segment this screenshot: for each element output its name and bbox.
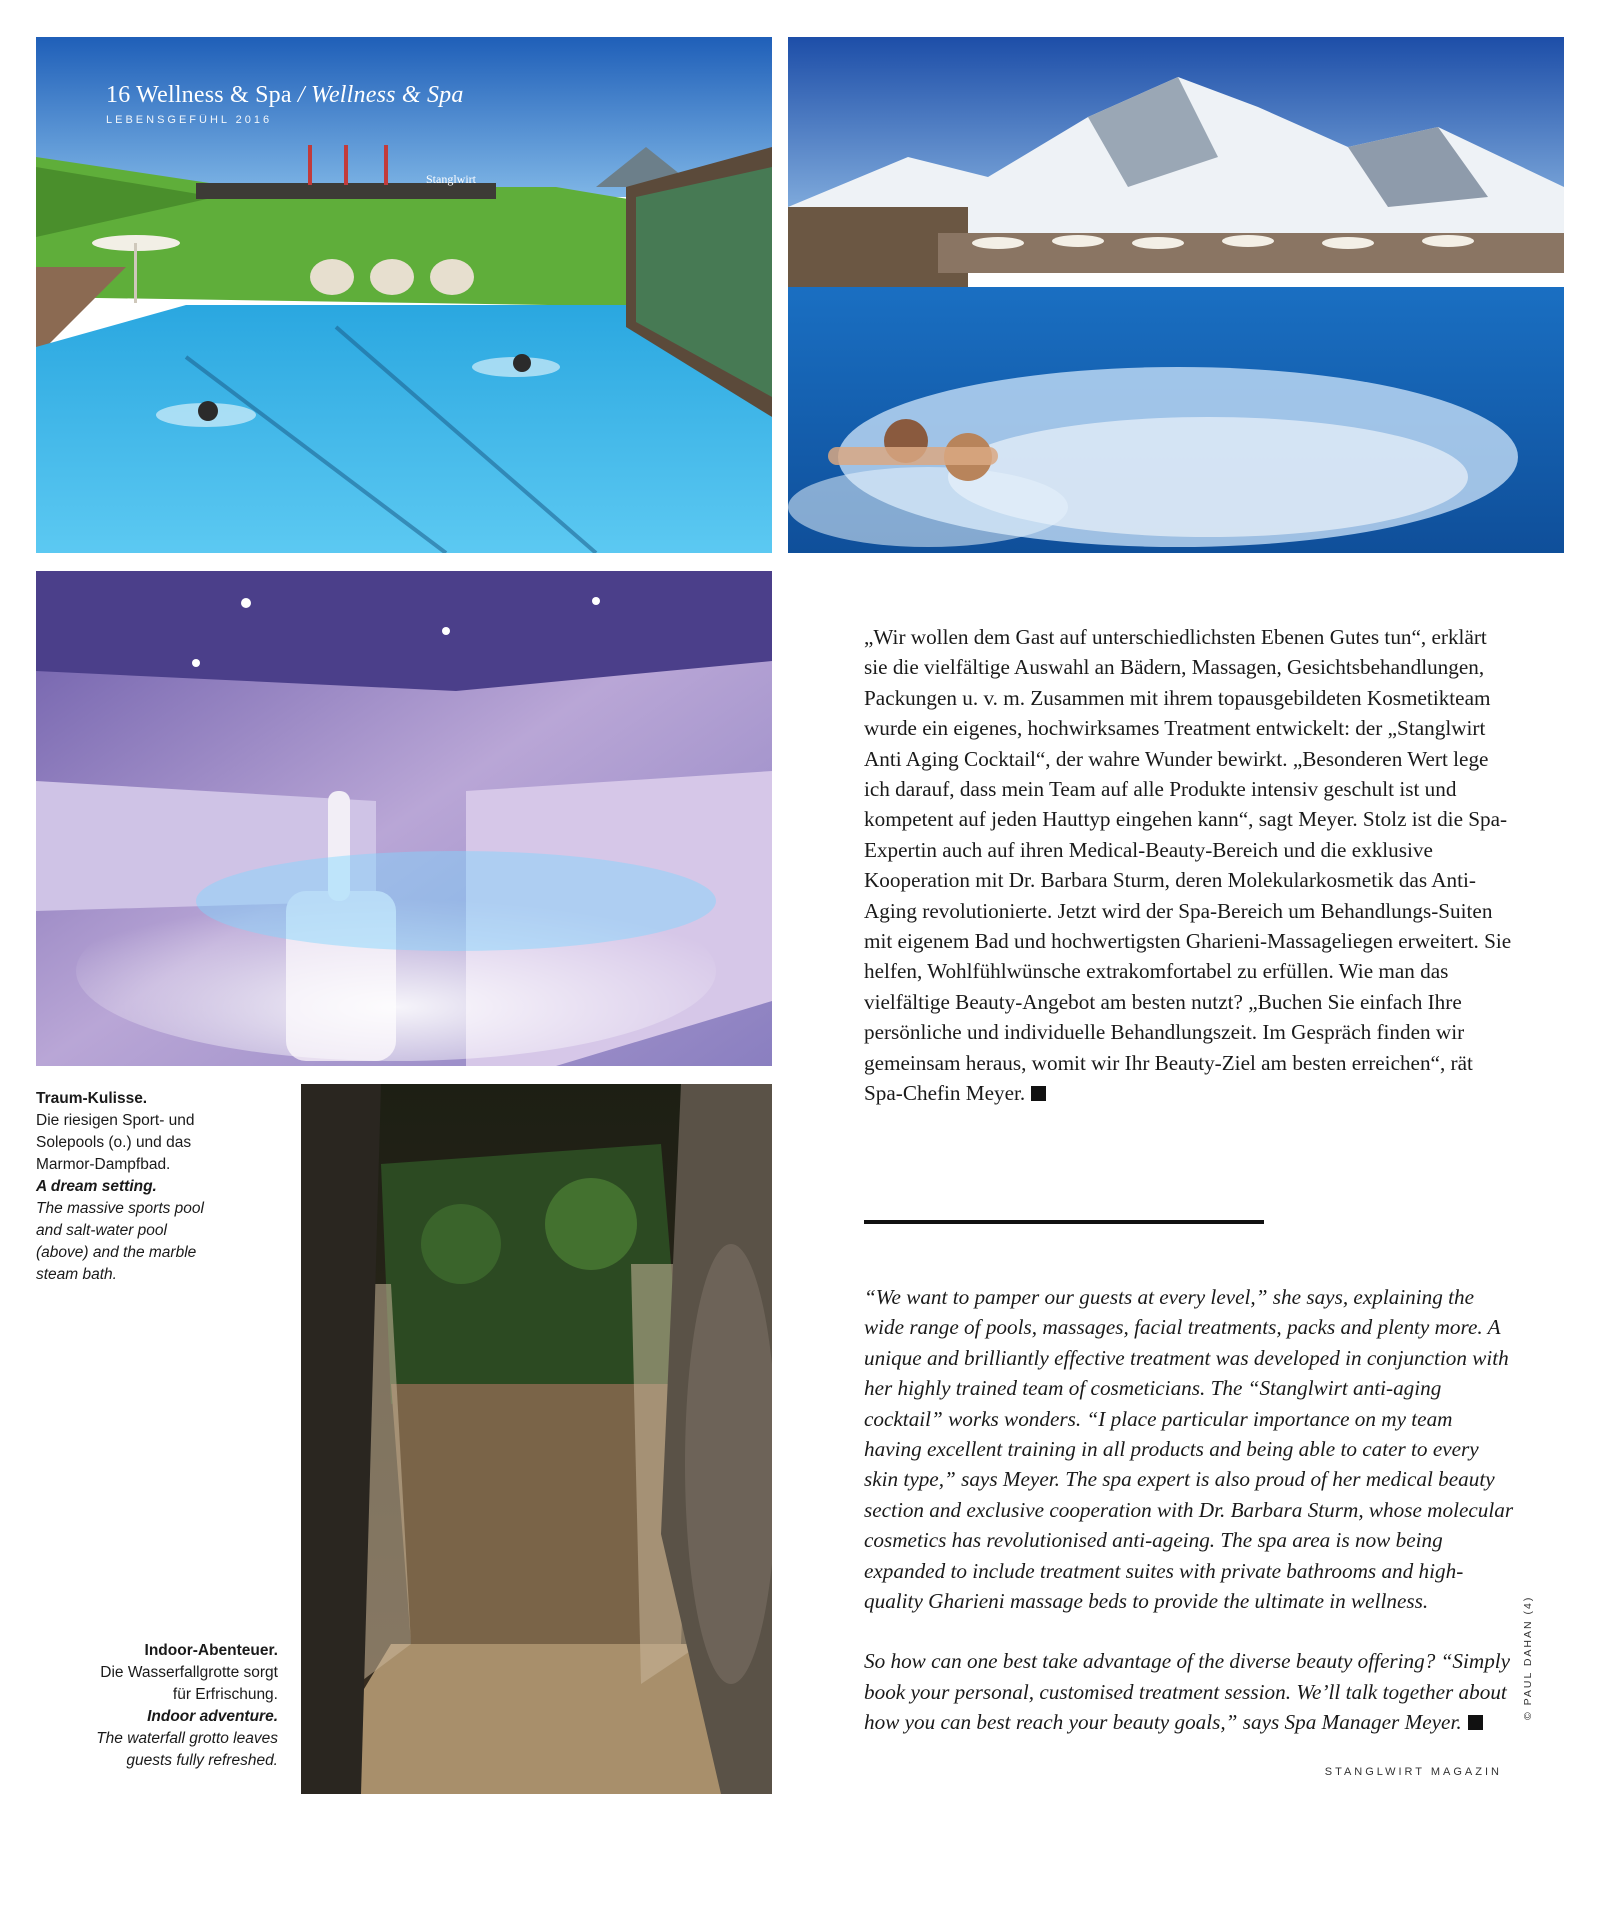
article-body-en-paragraph-1: “We want to pamper our guests at every level,” she says, explaining the wide range of pools, massages, facial treatments, packs and plenty more. A unique and brilliantly effective treatment was developed in conjunction with her highly trained team of cosmeticians. The “Stanglwirt anti-aging cocktail” works wonders. “I place particular importance on my team having excellent training in all products and being able to cater to every skin type,” says Meyer. The spa expert is also proud of her medical beauty section and exclusive cooperation with Dr. Barbara Sturm, whose molecular cosmetics has revolutionised anti-ageing. The spa area is now being expanded to include treatment suites with private bathrooms and high-quality Gharieni massage beds to provide the ultimate in wellness. <box>864 1285 1514 1614</box>
end-mark <box>1468 1715 1483 1730</box>
caption-dream-title-de: Traum-Kulisse. <box>36 1090 148 1107</box>
waterfall-grotto-photo <box>301 1084 772 1794</box>
sports-pool-photo <box>36 37 772 553</box>
page-header <box>106 80 464 126</box>
section-title-en: Wellness & Spa <box>310 82 464 108</box>
caption-indoor-title-en: Indoor adventure. <box>147 1708 278 1725</box>
steam-bath-photo <box>36 571 772 1066</box>
saltwater-pool-photo <box>788 37 1564 553</box>
caption-dream-text-de: Die riesigen Sport- und Solepools (o.) und das Marmor-Dampfbad. <box>36 1112 195 1173</box>
article-body-en <box>864 1282 1514 1768</box>
hotel-sign: Stanglwirt <box>426 172 476 186</box>
title-separator: / <box>291 82 311 108</box>
magazine-footer: STANGLWIRT MAGAZIN <box>1324 1766 1502 1778</box>
article-body-en-paragraph-2-text: So how can one best take advantage of the diverse beauty offering? “Simply book your personal, customised treatment session. We’ll talk together about how you can best reach your beauty goals,” says Spa Manager Meyer. <box>864 1649 1511 1735</box>
caption-indoor-text-de: Die Wasserfallgrotte sorgt für Erfrischung. <box>100 1664 278 1703</box>
caption-dream-text-en: The massive sports pool and salt-water pool (above) and the marble steam bath. <box>36 1200 204 1283</box>
caption-indoor-text-en: The waterfall grotto leaves guests fully refreshed. <box>96 1730 278 1769</box>
section-subtitle: LEBENSGEFÜHL 2016 <box>106 114 273 126</box>
caption-indoor-adventure <box>82 1640 278 1772</box>
divider-rule <box>864 1220 1264 1224</box>
caption-dream-setting <box>36 1088 216 1286</box>
caption-dream-title-en: A dream setting. <box>36 1178 157 1195</box>
article-body-de <box>864 622 1514 1109</box>
section-title <box>106 80 464 110</box>
caption-indoor-title-de: Indoor-Abenteuer. <box>144 1642 278 1659</box>
end-mark <box>1031 1086 1046 1101</box>
article-body-en-paragraph-2 <box>864 1646 1514 1737</box>
photo-credit: © PAUL DAHAN (4) <box>1522 1595 1534 1720</box>
section-title-de: 16 Wellness & Spa <box>106 82 292 108</box>
article-body-de-text: „Wir wollen dem Gast auf unterschiedlichsten Ebenen Gutes tun“, erklärt sie die vielfältige Auswahl an Bädern, Massagen, Gesichtsbehandlungen, Packungen u. v. m. Zusammen mit ihrem topausgebildeten Kosmetikteam wurde ein eigenes, hochwirksames Treatment entwickelt: der „Stanglwirt Anti Aging Cocktail“, der wahre Wunder bewirkt. „Besonderen Wert lege ich darauf, dass mein Team auf alle Produkte intensiv geschult ist und kompetent auf jeden Hauttyp eingehen kann“, sagt Meyer. Stolz ist die Spa-Expertin auch auf ihren Medical-Beauty-Bereich und die exklusive Kooperation mit Dr. Barbara Sturm, deren Molekularkosmetik das Anti-Aging revolutionierte. Jetzt wird der Spa-Bereich um Behandlungs-Suiten mit eigenem Bad und hochwertigsten Gharieni-Massageliegen erweitert. Sie helfen, Wohlfühlwünsche extrakomfortabel zu erfüllen. Wie man das vielfältige Beauty-Angebot am besten nutzt? „Buchen Sie einfach Ihre persönliche und individuelle Behandlungszeit. Im Gespräch finden wir gemeinsam heraus, womit wir Ihr Beauty-Ziel am besten erreichen“, rät Spa-Chefin Meyer. <box>864 625 1512 1106</box>
